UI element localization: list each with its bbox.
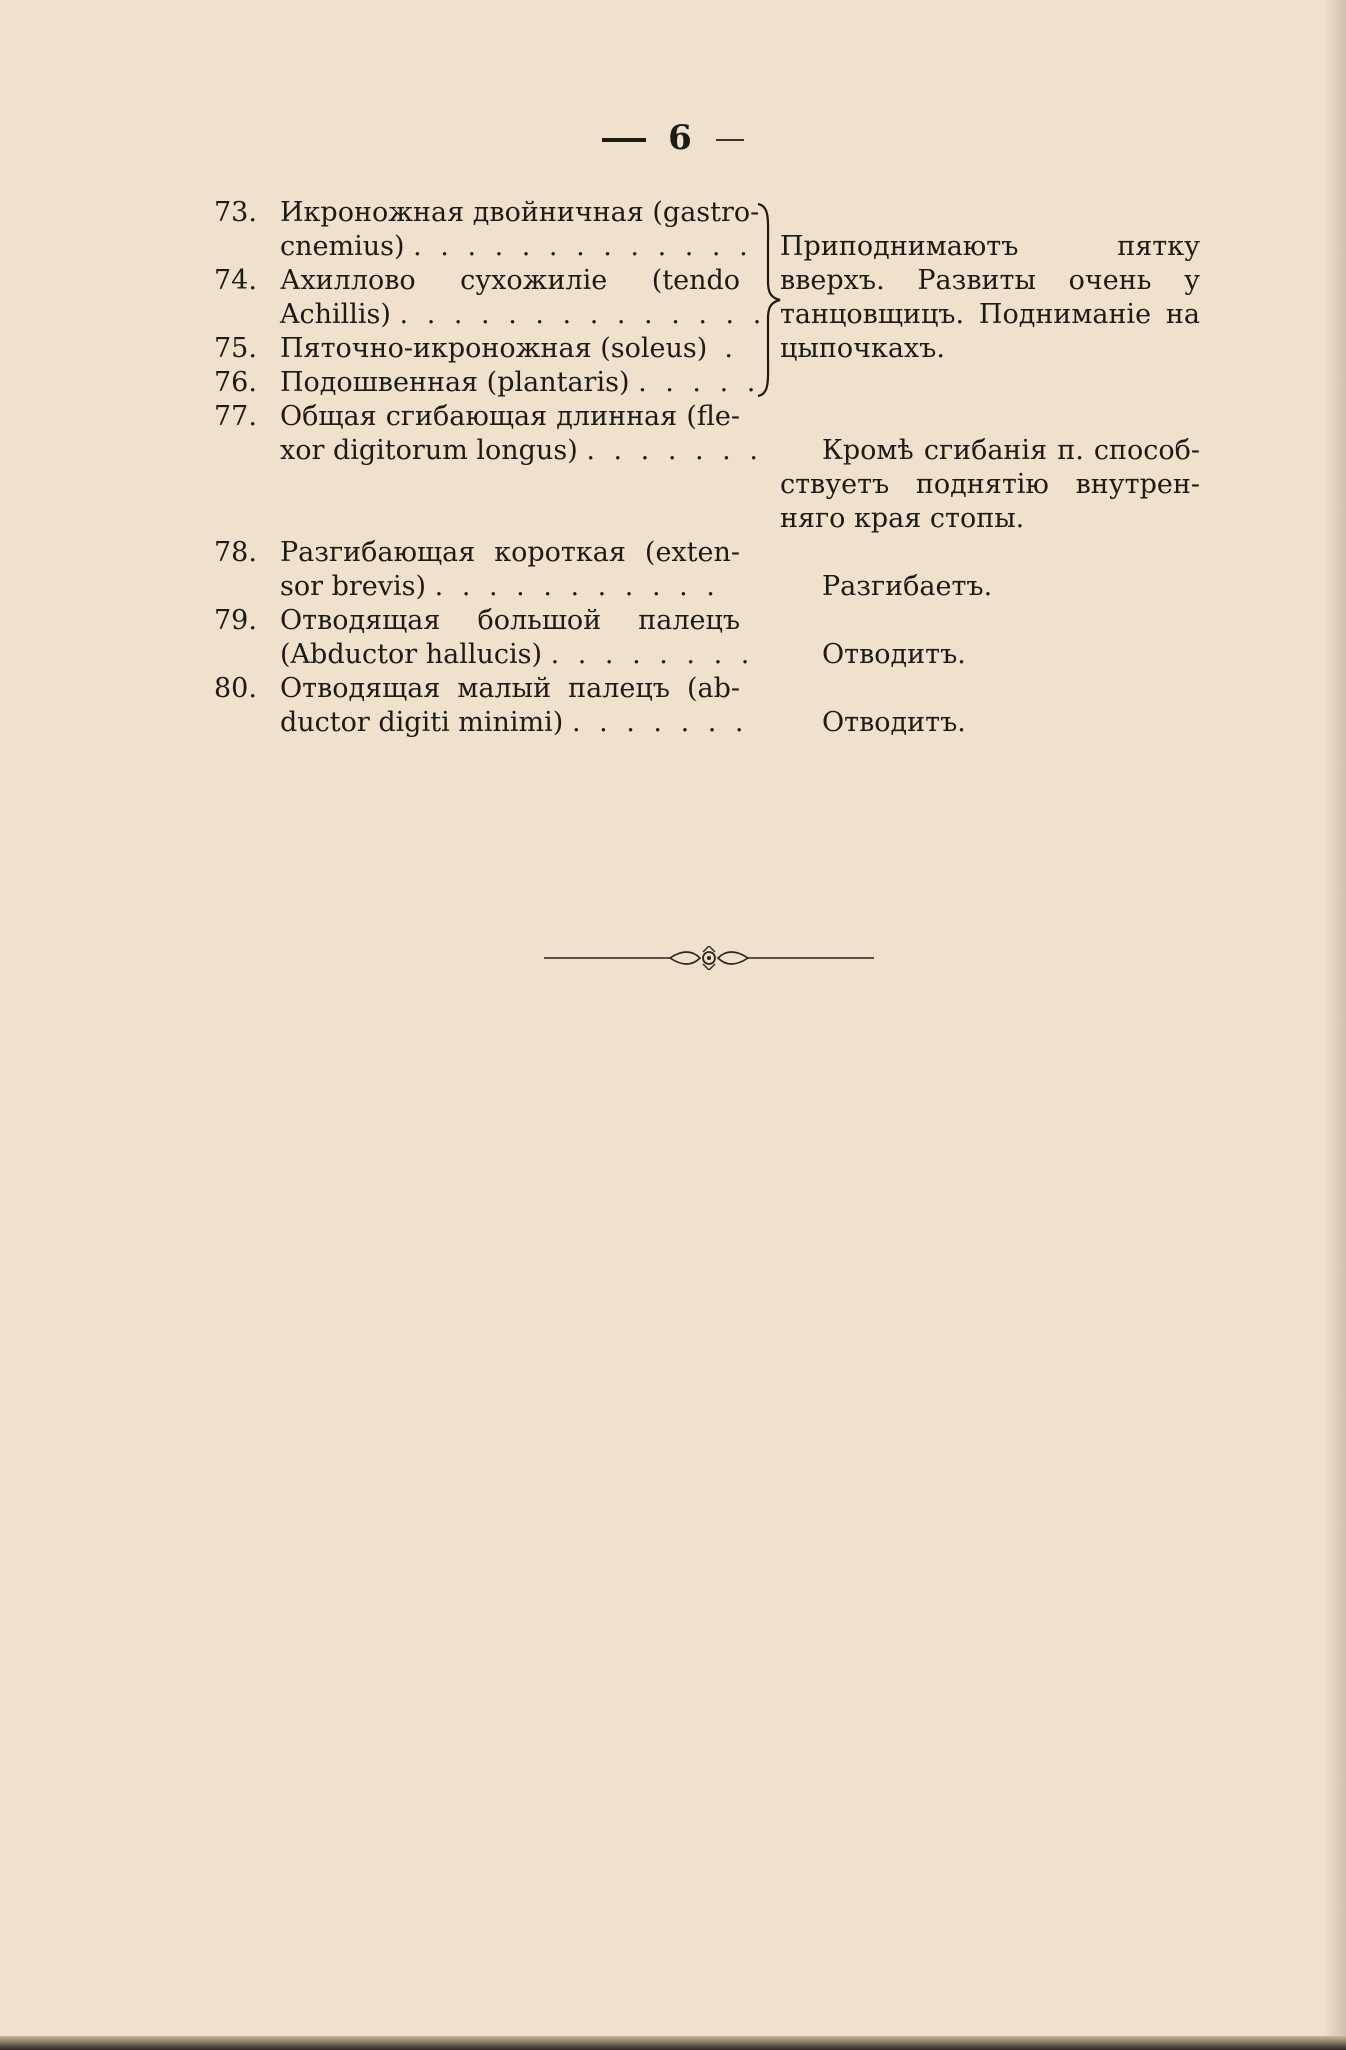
page-bottom-edge <box>0 2036 1346 2050</box>
curly-brace-icon <box>756 202 782 398</box>
entry-text: Ахиллово сухожиліе (tendo <box>280 265 740 296</box>
page-header <box>0 118 1346 158</box>
entry-79-line-1 <box>0 604 1346 638</box>
entry-text: Общая сгибающая длинная (fle- <box>280 401 740 432</box>
description-line: Приподнимаютъ пятку <box>780 231 1200 262</box>
leader-dots: . . . . . . . . . . . <box>434 571 720 602</box>
entry-79-line-2 <box>0 638 1346 672</box>
leader-dots: . <box>724 333 739 364</box>
entry-text-main: Пяточно-икроножная (soleus) <box>280 333 708 364</box>
entry-number: 75. <box>214 333 257 364</box>
entry-80-line-1 <box>0 672 1346 706</box>
entry-77-line-2 <box>0 434 1346 468</box>
entry-77-desc-line-2 <box>0 468 1346 502</box>
entry-text-main: xor digitorum longus) <box>280 435 578 466</box>
entry-text <box>280 434 763 468</box>
header-dash-right <box>716 139 744 141</box>
header-dash-left <box>602 138 646 142</box>
description-line: танцовщицъ. Подниманіе на <box>780 299 1200 330</box>
entry-text: Отводящая большой палецъ <box>280 605 740 636</box>
entry-text <box>280 570 740 604</box>
entry-text-main: (Abductor hallucis) <box>280 639 542 670</box>
entry-text <box>280 706 749 740</box>
leader-dots: . . . . . . . . . . . . . . <box>399 299 767 330</box>
entry-text <box>280 298 767 332</box>
entry-77-desc-line-3 <box>0 502 1346 536</box>
entry-74-line-1 <box>0 264 1346 298</box>
entry-number: 76. <box>214 367 257 398</box>
description-line: няго края стопы. <box>780 503 1025 534</box>
description-line: вверхъ. Развиты очень у <box>780 265 1200 296</box>
entry-76-line-1 <box>0 366 1346 400</box>
entry-number: 74. <box>214 265 257 296</box>
entry-text <box>280 638 755 672</box>
leader-dots: . . . . . . . <box>571 707 749 738</box>
entry-78-line-2 <box>0 570 1346 604</box>
entry-number: 79. <box>214 605 257 636</box>
ornament-divider-icon <box>544 946 874 970</box>
entry-text: Разгибающая короткая (exten- <box>280 537 740 568</box>
entry-75-line-1 <box>0 332 1346 366</box>
leader-dots: . . . . . <box>638 367 761 398</box>
entry-text-main: Подошвенная (plantaris) <box>280 367 630 398</box>
entry-text-main: cnemius) <box>280 231 405 262</box>
entry-74-line-2 <box>0 298 1346 332</box>
entry-text-main: ductor digiti minimi) <box>280 707 564 738</box>
entry-number: 73. <box>214 197 257 228</box>
entry-text <box>280 332 740 366</box>
entry-number: 77. <box>214 401 257 432</box>
leader-dots: . . . . . . . <box>586 435 763 466</box>
entry-text: Отводящая малый палецъ (ab- <box>280 673 740 704</box>
description-line: цыпочкахъ. <box>780 333 945 364</box>
description-line: Разгибаетъ. <box>822 571 993 602</box>
description-line: Кромѣ сгибанія п. способ- <box>822 435 1200 466</box>
entry-73-line-1 <box>0 196 1346 230</box>
description-line: ствуетъ поднятію внутрен- <box>780 469 1200 500</box>
description-line: Отводитъ. <box>822 707 966 738</box>
entry-number: 78. <box>214 537 257 568</box>
entry-77-line-1 <box>0 400 1346 434</box>
leader-dots: . . . . . . . . <box>550 639 755 670</box>
leader-dots: . . . . . . . . . . . . . <box>413 231 753 262</box>
entry-text <box>280 366 761 400</box>
entry-text <box>280 230 753 264</box>
entry-number: 80. <box>214 673 257 704</box>
entry-text: Икроножная двойничная (gastro- <box>280 197 760 228</box>
entry-80-line-2 <box>0 706 1346 740</box>
page-number: 6 <box>668 118 694 158</box>
entry-73-line-2 <box>0 230 1346 264</box>
entry-78-line-1 <box>0 536 1346 570</box>
entry-text-main: sor brevis) <box>280 571 427 602</box>
description-line: Отводитъ. <box>822 639 966 670</box>
entry-text-main: Achillis) <box>280 299 391 330</box>
